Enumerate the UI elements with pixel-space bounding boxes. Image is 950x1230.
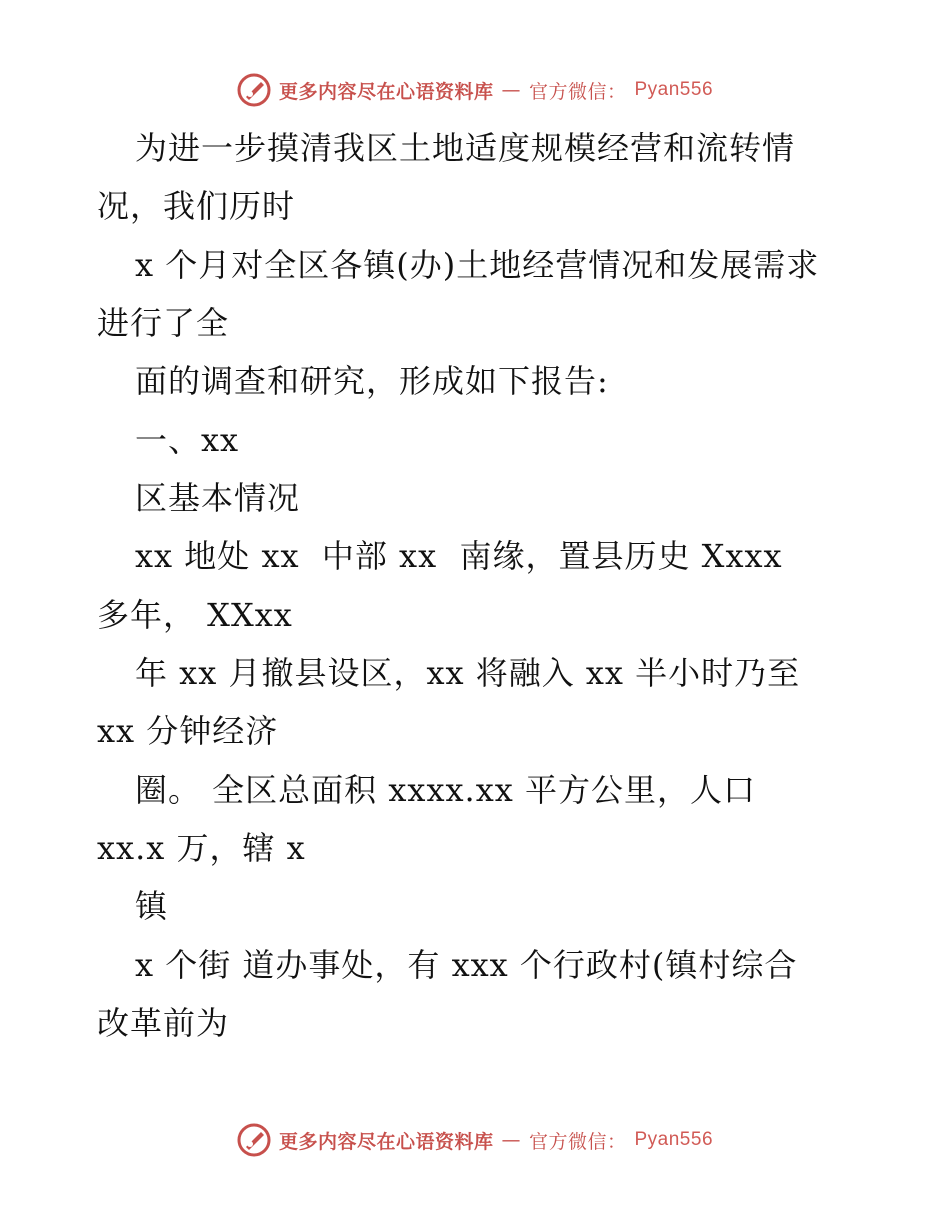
header-brand-text: 更多内容尽在心语资料库: [278, 80, 494, 103]
paragraph-line: 改革前为: [97, 1004, 230, 1042]
footer-watermark: [0, 1120, 950, 1160]
footer-wechat-label: 官方微信：: [528, 1130, 627, 1153]
paragraph-line: 进行了全: [97, 304, 230, 342]
section-heading: 一、xx: [135, 421, 240, 459]
paragraph-line: xx 分钟经济: [97, 712, 279, 750]
paragraph-line: x 个月对全区各镇(办)土地经营情况和发展需求: [135, 246, 820, 284]
brand-logo-icon: [237, 73, 271, 107]
header-separator: —: [501, 79, 521, 101]
header-wechat-label: 官方微信：: [528, 80, 627, 103]
paragraph-line: 多年， XXxx: [97, 596, 293, 634]
footer-brand-text: 更多内容尽在心语资料库: [278, 1130, 494, 1153]
paragraph-line: 况，我们历时: [97, 187, 296, 225]
paragraph-line: x 个街 道办事处，有 xxx 个行政村(镇村综合: [135, 946, 798, 984]
footer-separator: —: [501, 1129, 521, 1151]
paragraph-line: 圈。 全区总面积 xxxx.xx 平方公里，人口: [135, 771, 756, 809]
paragraph-line: xx 地处 xx 中部 xx 南缘，置县历史 Xxxx: [135, 537, 783, 575]
paragraph-line: 面的调查和研究，形成如下报告:: [135, 362, 609, 400]
brand-logo-icon: [237, 1123, 271, 1157]
header-watermark: [0, 70, 950, 110]
paragraph-line: xx.x 万，辖 x: [97, 829, 306, 867]
section-heading: 区基本情况: [135, 479, 301, 517]
paragraph-line: 年 xx 月撤县设区，xx 将融入 xx 半小时乃至: [135, 654, 801, 692]
footer-wechat-id: Pyan556: [634, 1129, 714, 1150]
paragraph-line: 镇: [135, 887, 169, 925]
paragraph-line: 为进一步摸清我区土地适度规模经营和流转情: [135, 129, 796, 167]
header-wechat-id: Pyan556: [634, 79, 714, 100]
